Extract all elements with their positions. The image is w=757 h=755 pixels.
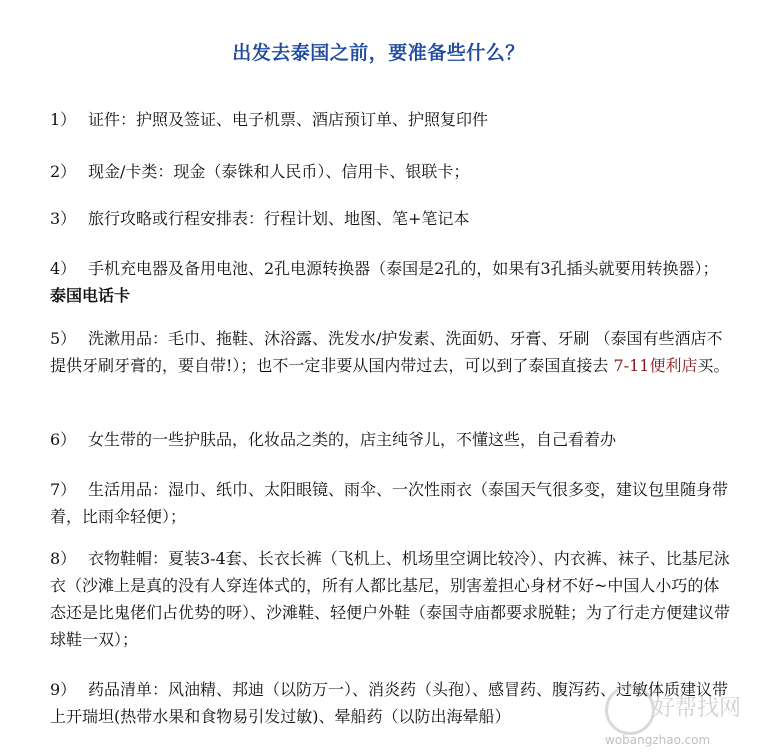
item-text: 手机充电器及备用电池、2孔电源转换器（泰国是2孔的，如果有3孔插头就要用转换器）； [88,259,719,278]
watermark-logo-icon [605,685,655,735]
store-link[interactable]: 7-11便利店 [613,356,698,375]
item-bold-text: 泰国电话卡 [50,286,131,305]
list-item-5 [50,325,730,379]
item-number: 1） [50,110,77,129]
page-title: 出发去泰国之前，要准备些什么？ [232,42,525,64]
item-text: 女生带的一些护肤品，化妆品之类的，店主纯爷儿，不懂这些，自己看着办 [88,430,617,449]
item-number: 3） [50,209,77,228]
list-item-3 [50,205,730,232]
list-item-8 [50,545,730,653]
watermark-url: wobangzhao.com [605,733,711,747]
item-text: 旅行攻略或行程安排表：行程计划、地图、笔+笔记本 [88,209,470,228]
list-item-6 [50,426,730,453]
item-text: 生活用品：湿巾、纸巾、太阳眼镜、雨伞、一次性雨衣（泰国天气很多变，建议包里随身带着，比雨伞轻便）； [50,480,729,526]
watermark-text: 好帮找网 [653,696,742,721]
item-number: 7） [50,480,77,499]
item-text: 洗漱用品：毛巾、拖鞋、沐浴露、洗发水/护发素、洗面奶、牙膏、牙刷 （泰国有些酒店不提供牙刷牙膏的，要自带!）；也不一定非要从国内带过去，可以到了泰国直接去 [50,329,723,375]
list-item-1 [50,106,730,133]
item-number: 4） [50,259,77,278]
item-number: 2） [50,162,77,181]
list-item-4 [50,255,730,309]
item-number: 6） [50,430,77,449]
item-text: 现金/卡类：现金（泰铢和人民币）、信用卡、银联卡； [88,162,470,181]
item-text: 衣物鞋帽：夏装3-4套、长衣长裤（飞机上、机场里空调比较冷）、内衣裤、袜子、比基尼泳衣（沙滩上是真的没有人穿连体式的，所有人都比基尼，别害羞担心身材不好~中国人小巧的体态还是比鬼佬们占优势的呀）、沙滩鞋、轻便户外鞋（泰国寺庙都要求脱鞋；为了行走方便建议带球鞋一双）； [50,549,731,649]
item-text-end: 买。 [697,356,730,375]
item-number: 9） [50,680,77,699]
item-text: 药品清单：风油精、邦迪（以防万一）、消炎药（头孢）、感冒药、腹泻药、过敏体质建议带上开瑞坦(热带水果和食物易引发过敏)、晕船药（以防出海晕船） [50,680,729,726]
list-item-2 [50,158,730,185]
item-text: 证件：护照及签证、电子机票、酒店预订单、护照复印件 [88,110,489,129]
item-number: 5） [50,329,77,348]
watermark [605,677,745,749]
item-number: 8） [50,549,77,568]
list-item-7 [50,476,730,530]
